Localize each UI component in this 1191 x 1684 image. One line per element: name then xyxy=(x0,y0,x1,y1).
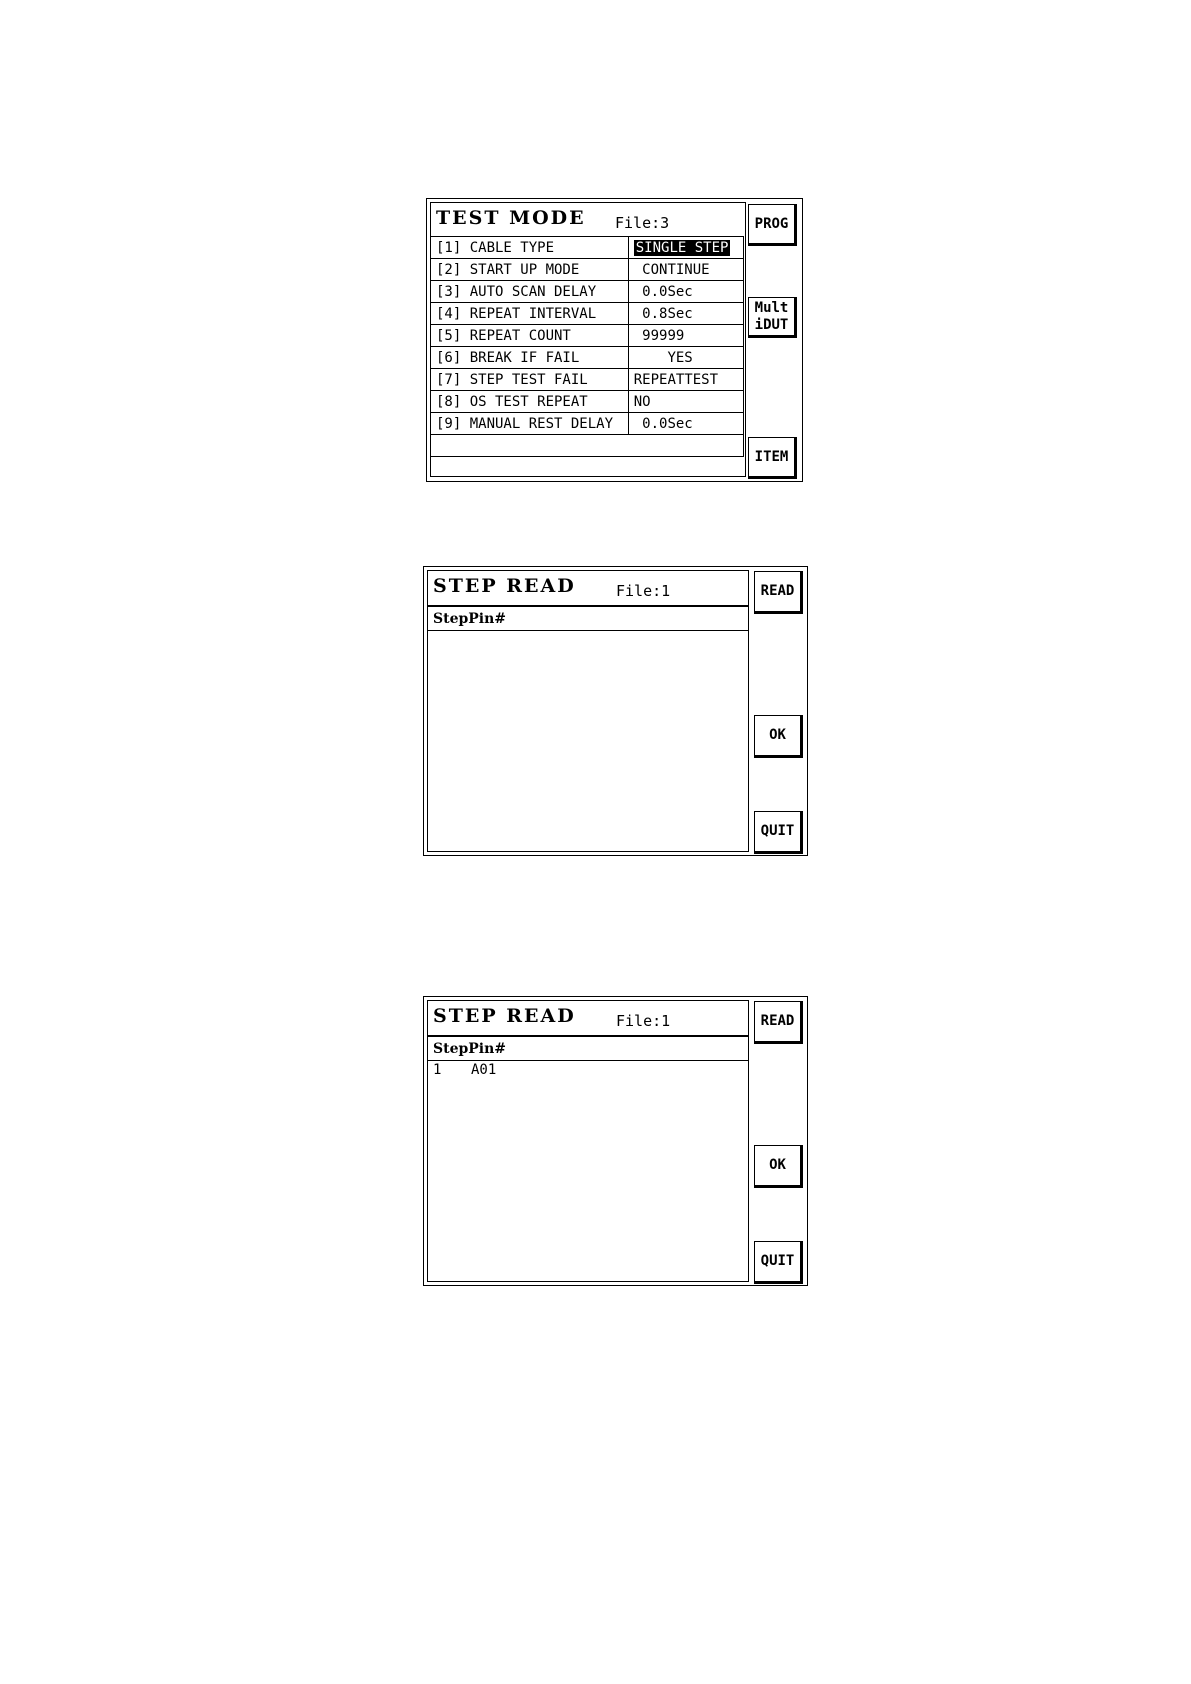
test-mode-screen xyxy=(426,198,803,482)
setting-label: [3] AUTO SCAN DELAY xyxy=(431,281,629,303)
setting-value[interactable]: 0.8Sec xyxy=(628,303,743,325)
page-title: STEP READ xyxy=(433,575,576,597)
file-indicator: File:1 xyxy=(616,582,671,600)
table-row[interactable] xyxy=(431,303,744,325)
divider xyxy=(428,1035,748,1037)
read-button[interactable]: READ xyxy=(754,571,803,614)
table-row[interactable] xyxy=(431,347,744,369)
empty-cell xyxy=(431,435,629,457)
setting-value[interactable]: REPEATTEST xyxy=(628,369,743,391)
setting-value[interactable]: 0.0Sec xyxy=(628,413,743,435)
divider xyxy=(428,605,748,607)
ok-button[interactable]: OK xyxy=(754,715,803,758)
setting-label: [4] REPEAT INTERVAL xyxy=(431,303,629,325)
column-header: StepPin# xyxy=(433,611,507,627)
multi-dut-label-line2: iDUT xyxy=(754,316,789,333)
step-list[interactable] xyxy=(428,631,748,851)
read-button[interactable]: READ xyxy=(754,1001,803,1044)
file-indicator: File:3 xyxy=(615,214,670,232)
table-row[interactable] xyxy=(431,369,744,391)
table-row[interactable] xyxy=(431,391,744,413)
setting-value[interactable]: 99999 xyxy=(628,325,743,347)
setting-label: [7] STEP TEST FAIL xyxy=(431,369,629,391)
setting-label: [2] START UP MODE xyxy=(431,259,629,281)
page-title: TEST MODE xyxy=(436,207,586,229)
pin-name: A01 xyxy=(471,1062,497,1078)
column-header: StepPin# xyxy=(433,1041,507,1057)
table-row[interactable] xyxy=(431,237,744,259)
test-mode-panel xyxy=(430,202,746,477)
table-row[interactable] xyxy=(431,325,744,347)
table-row xyxy=(431,435,744,457)
ok-button[interactable]: OK xyxy=(754,1145,803,1188)
table-row[interactable] xyxy=(431,413,744,435)
quit-button[interactable]: QUIT xyxy=(754,1241,803,1284)
step-list[interactable] xyxy=(428,1061,748,1281)
selected-value[interactable]: SINGLE STEP xyxy=(635,239,729,256)
step-read-screen-empty xyxy=(423,566,808,856)
file-indicator: File:1 xyxy=(616,1012,671,1030)
table-row[interactable] xyxy=(431,281,744,303)
setting-label: [6] BREAK IF FAIL xyxy=(431,347,629,369)
step-read-panel xyxy=(427,1000,749,1282)
step-number: 1 xyxy=(433,1062,442,1078)
setting-value[interactable]: YES xyxy=(628,347,743,369)
step-read-panel xyxy=(427,570,749,852)
setting-value[interactable]: CONTINUE xyxy=(628,259,743,281)
setting-label: [5] REPEAT COUNT xyxy=(431,325,629,347)
page-title: STEP READ xyxy=(433,1005,576,1027)
settings-table xyxy=(430,236,744,457)
prog-button[interactable]: PROG xyxy=(748,204,797,246)
list-item[interactable] xyxy=(428,1061,748,1081)
setting-value[interactable] xyxy=(628,237,743,259)
setting-label: [9] MANUAL REST DELAY xyxy=(431,413,629,435)
multi-dut-button[interactable] xyxy=(748,297,797,338)
setting-label: [8] OS TEST REPEAT xyxy=(431,391,629,413)
setting-value[interactable]: 0.0Sec xyxy=(628,281,743,303)
quit-button[interactable]: QUIT xyxy=(754,811,803,854)
step-read-screen-filled xyxy=(423,996,808,1286)
item-button[interactable]: ITEM xyxy=(748,437,797,479)
table-row[interactable] xyxy=(431,259,744,281)
setting-value[interactable]: NO xyxy=(628,391,743,413)
setting-label: [1] CABLE TYPE xyxy=(431,237,629,259)
empty-cell xyxy=(628,435,743,457)
multi-dut-label-line1: Mult xyxy=(754,300,789,317)
